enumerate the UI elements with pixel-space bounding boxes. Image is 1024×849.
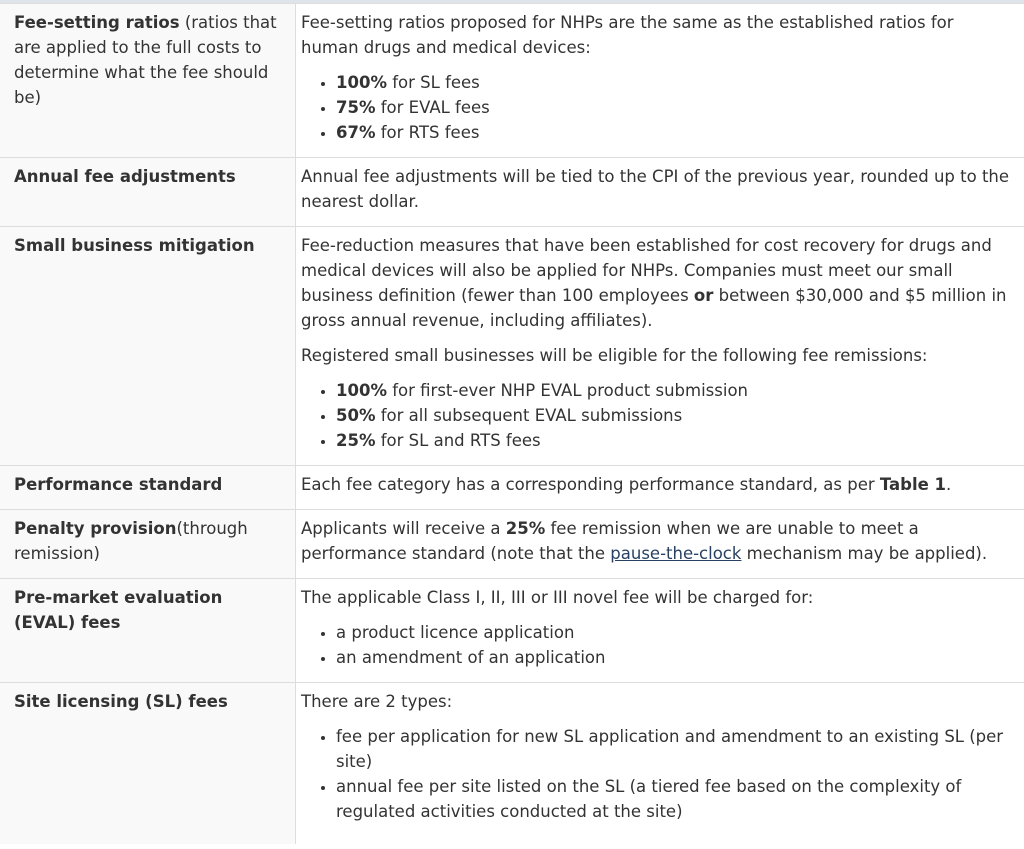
row-label: Pre-market evaluation (EVAL) fees — [14, 588, 223, 632]
paragraph-emphasis: Table 1 — [879, 475, 947, 494]
row-paragraph — [301, 472, 1015, 497]
paragraph-text: fee remission when we are unable to meet a performance standard (note that the — [301, 519, 919, 563]
row-content-cell — [296, 579, 1024, 683]
paragraph-text: between $30,000 and $5 million in gross annual revenue, including affiliates). — [301, 286, 1007, 330]
list-item: • annual fee per site listed on the SL (a tiered fee based on the complexity of regulated activities conducted at the site) — [336, 774, 1015, 824]
paragraph-emphasis: or — [693, 286, 714, 305]
paragraph-text: mechanism may be applied). — [741, 544, 988, 563]
list-item-emphasis: 67% — [336, 123, 376, 142]
table-row — [0, 4, 1024, 158]
list-item-text: for all subsequent EVAL submissions — [375, 406, 683, 425]
table-row — [0, 683, 1024, 845]
row-label: Performance standard — [14, 475, 223, 494]
row-paragraph: There are 2 types: — [301, 692, 453, 711]
list-item-text: for RTS fees — [375, 123, 480, 142]
row-label-cell — [0, 466, 296, 510]
list-item-emphasis: 50% — [336, 406, 376, 425]
row-paragraph — [301, 233, 1015, 333]
bullet-list — [301, 378, 1015, 453]
paragraph-emphasis: 25% — [505, 519, 546, 538]
table-row — [0, 466, 1024, 510]
paragraph-text: . — [946, 475, 952, 494]
row-label-cell — [0, 158, 296, 227]
row-label: Annual fee adjustments — [14, 167, 236, 186]
row-label-note: (ratios that are applied to the full costs to determine what the fee should be) — [14, 13, 277, 107]
list-item-emphasis: 75% — [336, 98, 376, 117]
list-item-emphasis: 100% — [336, 73, 387, 92]
row-content-cell — [296, 683, 1024, 845]
list-item: • a product licence application — [336, 620, 1015, 645]
row-label: Fee-setting ratios — [14, 13, 180, 32]
list-item — [336, 428, 1015, 453]
table-row — [0, 158, 1024, 227]
pause-the-clock-link[interactable]: pause-the-clock — [610, 544, 742, 563]
row-content-cell — [296, 227, 1024, 466]
row-label-cell — [0, 4, 296, 158]
row-label: Site licensing (SL) fees — [14, 692, 228, 711]
row-content-cell — [296, 466, 1024, 510]
row-content-cell — [296, 4, 1024, 158]
row-paragraph: Registered small businesses will be eligible for the following fee remissions: — [301, 346, 928, 365]
table-row — [0, 579, 1024, 683]
table-row — [0, 510, 1024, 579]
list-item-emphasis: 100% — [336, 381, 387, 400]
row-label-cell — [0, 510, 296, 579]
row-label-cell — [0, 579, 296, 683]
bullet-list — [301, 70, 1015, 145]
list-item — [336, 95, 1015, 120]
bullet-list — [301, 620, 1015, 670]
list-item — [336, 378, 1015, 403]
paragraph-text: Applicants will receive a — [301, 519, 506, 538]
paragraph-text: Fee-reduction measures that have been established for cost recovery for drugs and medical devices will also be applied for NHPs. Companies must meet our small business definition (fewer than 100 employees — [301, 236, 992, 305]
list-item-text: for SL and RTS fees — [375, 431, 541, 450]
list-item: • an amendment of an application — [336, 645, 1015, 670]
row-paragraph — [301, 516, 1015, 566]
row-label-note: (through remission) — [14, 519, 248, 563]
list-item: • fee per application for new SL application and amendment to an existing SL (per site) — [336, 724, 1015, 774]
row-label: Small business mitigation — [14, 236, 255, 255]
row-label: Penalty provision — [14, 519, 177, 538]
row-content-cell — [296, 510, 1024, 579]
fee-details-table — [0, 3, 1024, 844]
row-label-cell — [0, 227, 296, 466]
row-content-cell — [296, 158, 1024, 227]
list-item-text: for EVAL fees — [375, 98, 490, 117]
bullet-list — [301, 724, 1015, 824]
row-paragraph: Annual fee adjustments will be tied to the CPI of the previous year, rounded up to the nearest dollar. — [301, 167, 1010, 211]
list-item-text: for SL fees — [386, 73, 480, 92]
list-item-emphasis: 25% — [336, 431, 376, 450]
list-item — [336, 70, 1015, 95]
table-row — [0, 227, 1024, 466]
row-paragraph: The applicable Class I, II, III or III novel fee will be charged for: — [301, 588, 814, 607]
row-paragraph: Fee-setting ratios proposed for NHPs are the same as the established ratios for human drugs and medical devices: — [301, 13, 954, 57]
row-label-cell — [0, 683, 296, 845]
paragraph-text: Each fee category has a corresponding performance standard, as per — [301, 475, 880, 494]
list-item — [336, 403, 1015, 428]
list-item-text: for first-ever NHP EVAL product submission — [386, 381, 749, 400]
list-item — [336, 120, 1015, 145]
